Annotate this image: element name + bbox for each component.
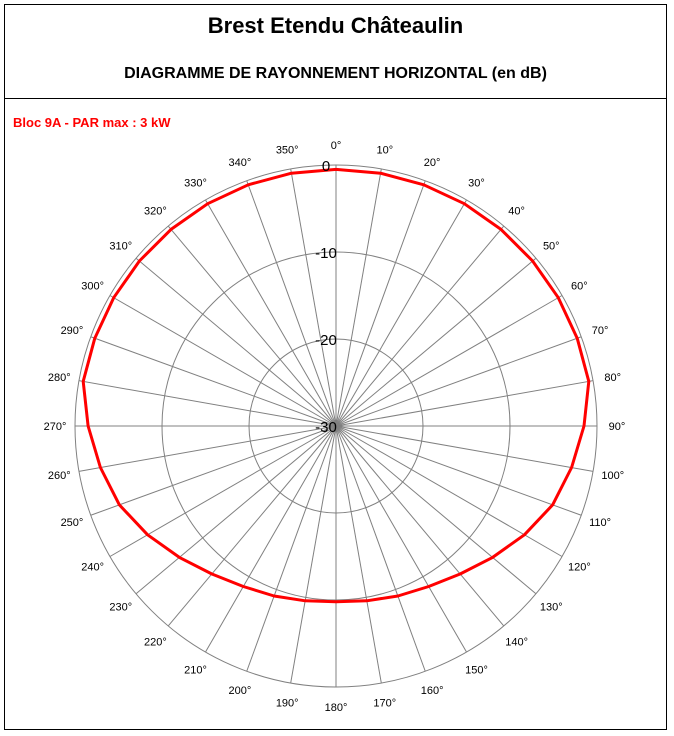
angle-tick-label: 90° [608, 421, 626, 433]
grid-spoke [91, 337, 336, 426]
angle-tick-label: 280° [47, 372, 71, 385]
radial-tick-label: -30 [315, 419, 337, 436]
angle-tick-label: 300° [81, 280, 105, 293]
angle-tick-label: 320° [143, 205, 167, 218]
angle-tick-label: 270° [43, 421, 67, 433]
radial-tick-label: 0 [321, 158, 331, 175]
chart-title: Brest Etendu Châteaulin [207, 13, 464, 38]
angle-tick-label: 140° [505, 636, 529, 649]
grid-spoke [336, 426, 581, 515]
angle-tick-label: 190° [275, 697, 299, 710]
angle-tick-label: 70° [591, 324, 609, 337]
angle-tick-label: 110° [589, 517, 612, 530]
angle-tick-label: 310° [109, 240, 133, 253]
grid-spoke [336, 426, 425, 671]
angle-tick-label: 80° [604, 372, 622, 385]
angle-tick-label: 20° [423, 156, 441, 169]
angle-tick-label: 200° [228, 685, 252, 698]
angle-tick-label: 260° [47, 469, 71, 482]
angle-tick-label: 100° [601, 469, 625, 482]
angle-tick-label: 120° [567, 561, 591, 574]
angle-tick-label: 130° [539, 601, 563, 614]
grid-spoke [91, 426, 336, 515]
angle-tick-label: 340° [228, 156, 252, 169]
radial-tick-label: -10 [315, 245, 337, 262]
angle-tick-label: 290° [60, 324, 84, 337]
angle-tick-label: 220° [143, 636, 167, 649]
angle-tick-label: 50° [542, 240, 560, 253]
angle-tick-label: 30° [468, 177, 485, 190]
angle-tick-label: 150° [465, 664, 488, 677]
angle-tick-label: 350° [275, 144, 299, 157]
angle-tick-label: 180° [324, 702, 348, 714]
angle-tick-label: 250° [60, 517, 84, 530]
angle-tick-label: 230° [109, 601, 133, 614]
grid-spoke [336, 181, 425, 426]
angle-tick-label: 10° [376, 144, 394, 157]
angle-tick-label: 0° [330, 140, 342, 152]
grid-spoke [247, 181, 336, 426]
label-layer [44, 140, 626, 714]
angle-tick-label: 40° [508, 205, 525, 218]
radial-tick-label: -20 [315, 332, 337, 349]
angle-tick-label: 210° [184, 664, 207, 677]
angle-tick-label: 170° [373, 697, 397, 710]
chart-subtitle: DIAGRAMME DE RAYONNEMENT HORIZONTAL (en dB) [124, 65, 547, 82]
angle-tick-label: 60° [571, 280, 588, 293]
grid-spoke [247, 426, 336, 671]
grid-spoke [336, 337, 581, 426]
angle-tick-label: 160° [420, 685, 444, 698]
angle-tick-label: 240° [81, 561, 105, 574]
series-legend-label: Bloc 9A - PAR max : 3 kW [13, 115, 171, 130]
angle-tick-label: 330° [184, 177, 207, 190]
